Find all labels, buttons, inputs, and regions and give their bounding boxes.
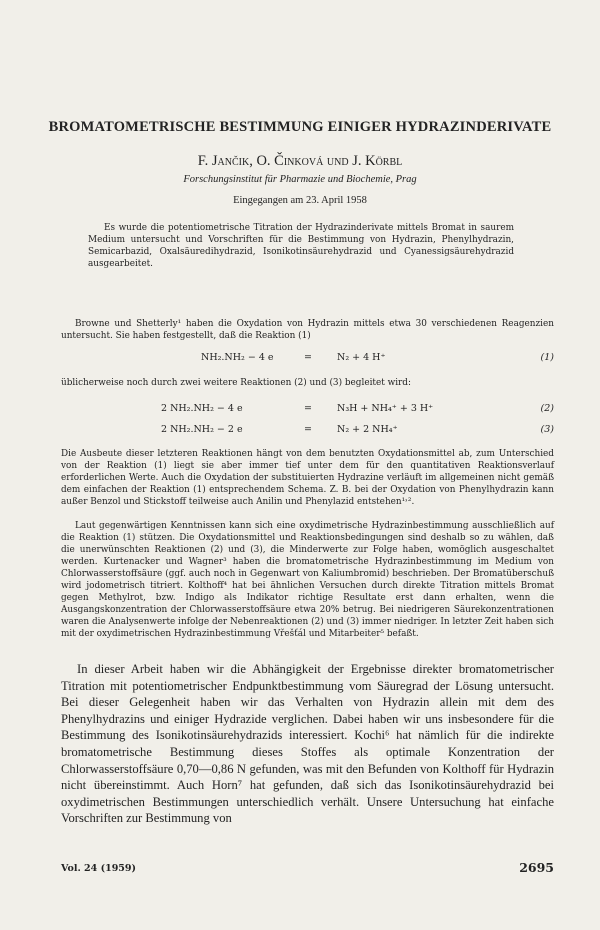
equation-3-lhs: 2 NH₂.NH₂ − 2 e [161,424,243,435]
equation-2 [61,403,554,417]
connector-paragraph [61,377,554,389]
equation-3-eq: = [304,424,312,435]
paragraph-3-text: In dieser Arbeit haben wir die Abhängigkeit der Ergebnisse direkter bromatometrischer Titration mit potentiometrischer Endpunktbestimmung vom Säuregrad der Lösung untersucht. Bei dieser Gelegenheit haben wir das Verhalten von Hydrazin allein mit dem des Phenylhydrazins und einiger Hydrazide verglichen. Dabei haben wir uns insbesondere für die Bestimmung des Isonikotinsäurehydrazids interessiert. Kochi⁶ hat nämlich für die indirekte bromatometrische Bestimmung dieses Stoffes als optimale Konzentration der Chlorwasserstoffsäure 0,70—0,86 N gefunden, was mit den Befunden von Kolthoff für Hydrazin nicht übereinstimmt. Auch Horn⁷ hat gefunden, daß sich das Isonikotinsäurehydrazid bei oxydimetrischen Bestimmungen unterschiedlich verhält. Unsere Untersuchung hat einfache Vorschriften zur Bestimmung von [61,662,554,826]
equation-2-number: (2) [540,403,554,414]
equation-3-number: (3) [540,424,554,435]
institute: Forschungsinstitut für Pharmazie und Biochemie, Prag [183,174,417,185]
paragraph-1-text: Die Ausbeute dieser letzteren Reaktionen hängt von dem benutzten Oxydationsmittel ab, zum Unterschied von der Reaktion (1) liegt sie aber immer tief unter dem für den quantitativen Reaktionsverlauf erforderlichen Werte. Auch die Oxydation der substituierten Hydrazine verläuft im allgemeinen nicht gemäß dem einfachen der Reaktion (1) entsprechendem Schema. Z. B. bei der Oxydation von Phenylhydrazin kann außer Benzol und Stickstoff teilweise auch Anilin und Phenylazid entstehen¹˒². [61,449,554,507]
abstract-text: Es wurde die potentiometrische Titration der Hydrazinderivate mittels Bromat in saurem Medium untersucht und Vorschriften für die Bestimmung von Hydrazin, Phenylhydrazin, Semicarbazid, Oxalsäuredihydrazid, Isonikotinsäurehydrazid und Cyanessigsäurehydrazid ausgearbeitet. [88,223,514,269]
paragraph-2-text: Laut gegenwärtigen Kenntnissen kann sich eine oxydimetrische Hydrazinbestimmung ausschließlich auf die Reaktion (1) stützen. Die Oxydationsmittel und Reaktionsbedingungen sind deshalb so zu wählen, daß die unerwünschten Reaktionen (2) und (3), die Minderwerte zur Folge haben, womöglich ausgeschaltet werden. Kurtenacker und Wagner³ haben die bromatometrische Hydrazinbestimmung im Medium von Chlorwasserstoffsäure (ggf. auch noch in Gegenwart von Kaliumbromid) beschrieben. Der Bromatüberschuß wird jodometrisch titriert. Kolthoff⁴ hat bei ähnlichen Versuchen durch direkte Titration mittels Bromat gegen Methylrot, bzw. Indigo als Indikator richtige Resultate erst dann erhalten, wenn die Ausgangskonzentration der Chlorwasserstoffsäure etwa 20% betrug. Bei niedrigeren Säurekonzentrationen waren die Analysenwerte infolge der Nebenreaktionen (2) und (3) immer niedriger. In letzter Zeit haben sich mit der oxydimetrischen Hydrazinbestimmung Vřešťál und Mitarbeiter⁵ befaßt. [61,521,554,639]
equation-2-eq: = [304,403,312,414]
equation-1-rhs: N₂ + 4 H⁺ [337,352,386,363]
equation-1-lhs: NH₂.NH₂ − 4 e [201,352,274,363]
abstract [88,222,514,270]
paragraph-2 [61,520,554,640]
equation-2-rhs: N₃H + NH₄⁺ + 3 H⁺ [337,403,434,414]
article-title: BROMATOMETRISCHE BESTIMMUNG EINIGER HYDRAZINDERIVATE [48,119,552,135]
paragraph-3 [61,661,554,827]
equation-3-rhs: N₂ + 2 NH₄⁺ [337,424,398,435]
page-number: 2695 [519,860,554,875]
equation-2-lhs: 2 NH₂.NH₂ − 4 e [161,403,243,414]
intro-text: Browne und Shetterly¹ haben die Oxydation von Hydrazin mittels etwa 30 verschiedenen Reagenzien untersucht. Sie haben festgestellt, daß die Reaktion (1) [61,319,554,341]
paragraph-1 [61,448,554,508]
intro-paragraph [61,318,554,342]
volume-info: Vol. 24 (1959) [61,863,137,874]
equation-1-number: (1) [540,352,554,363]
equation-1 [61,352,554,366]
received-date: Eingegangen am 23. April 1958 [233,195,367,206]
equation-3 [61,424,554,438]
connector-text: üblicherweise noch durch zwei weitere Reaktionen (2) und (3) begleitet wird: [61,378,411,388]
authors: F. Jančik, O. Činková und J. Körbl [197,153,403,169]
equation-1-eq: = [304,352,312,363]
